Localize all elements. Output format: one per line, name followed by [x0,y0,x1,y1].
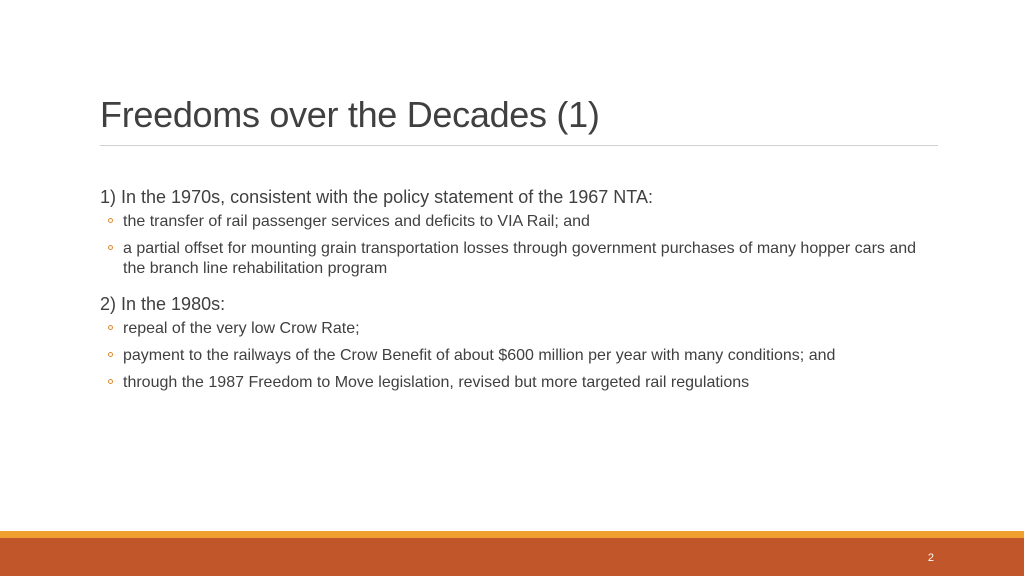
circle-bullet-icon [108,379,113,384]
title-divider [100,145,938,146]
bullet-text: payment to the railways of the Crow Benefit of about $600 million per year with many conditions; and [123,347,836,364]
bullet-text: a partial offset for mounting grain transportation losses through government purchases of many hopper cars and the branch line rehabilitation program [123,240,917,277]
circle-bullet-icon [108,352,113,357]
bullet-item [100,373,940,393]
footer-band [0,538,1024,576]
slide-title: Freedoms over the Decades (1) [100,94,600,135]
footer-accent-bar [0,531,1024,538]
bullet-text: through the 1987 Freedom to Move legislation, revised but more targeted rail regulations [123,374,750,391]
section-1970s [100,186,940,279]
bullet-item [100,346,940,366]
section-heading: 1) In the 1970s, consistent with the policy statement of the 1967 NTA: [100,187,653,207]
slide-number: 2 [927,552,934,564]
section-heading: 2) In the 1980s: [100,294,226,314]
bullet-item [100,212,940,232]
bullet-text: the transfer of rail passenger services and deficits to VIA Rail; and [123,213,590,230]
circle-bullet-icon [108,325,113,330]
circle-bullet-icon [108,218,113,223]
section-1980s [100,293,940,393]
bullet-text: repeal of the very low Crow Rate; [123,320,360,337]
bullet-item [100,239,940,279]
slide-body [100,186,940,407]
circle-bullet-icon [108,245,113,250]
bullet-item [100,319,940,339]
